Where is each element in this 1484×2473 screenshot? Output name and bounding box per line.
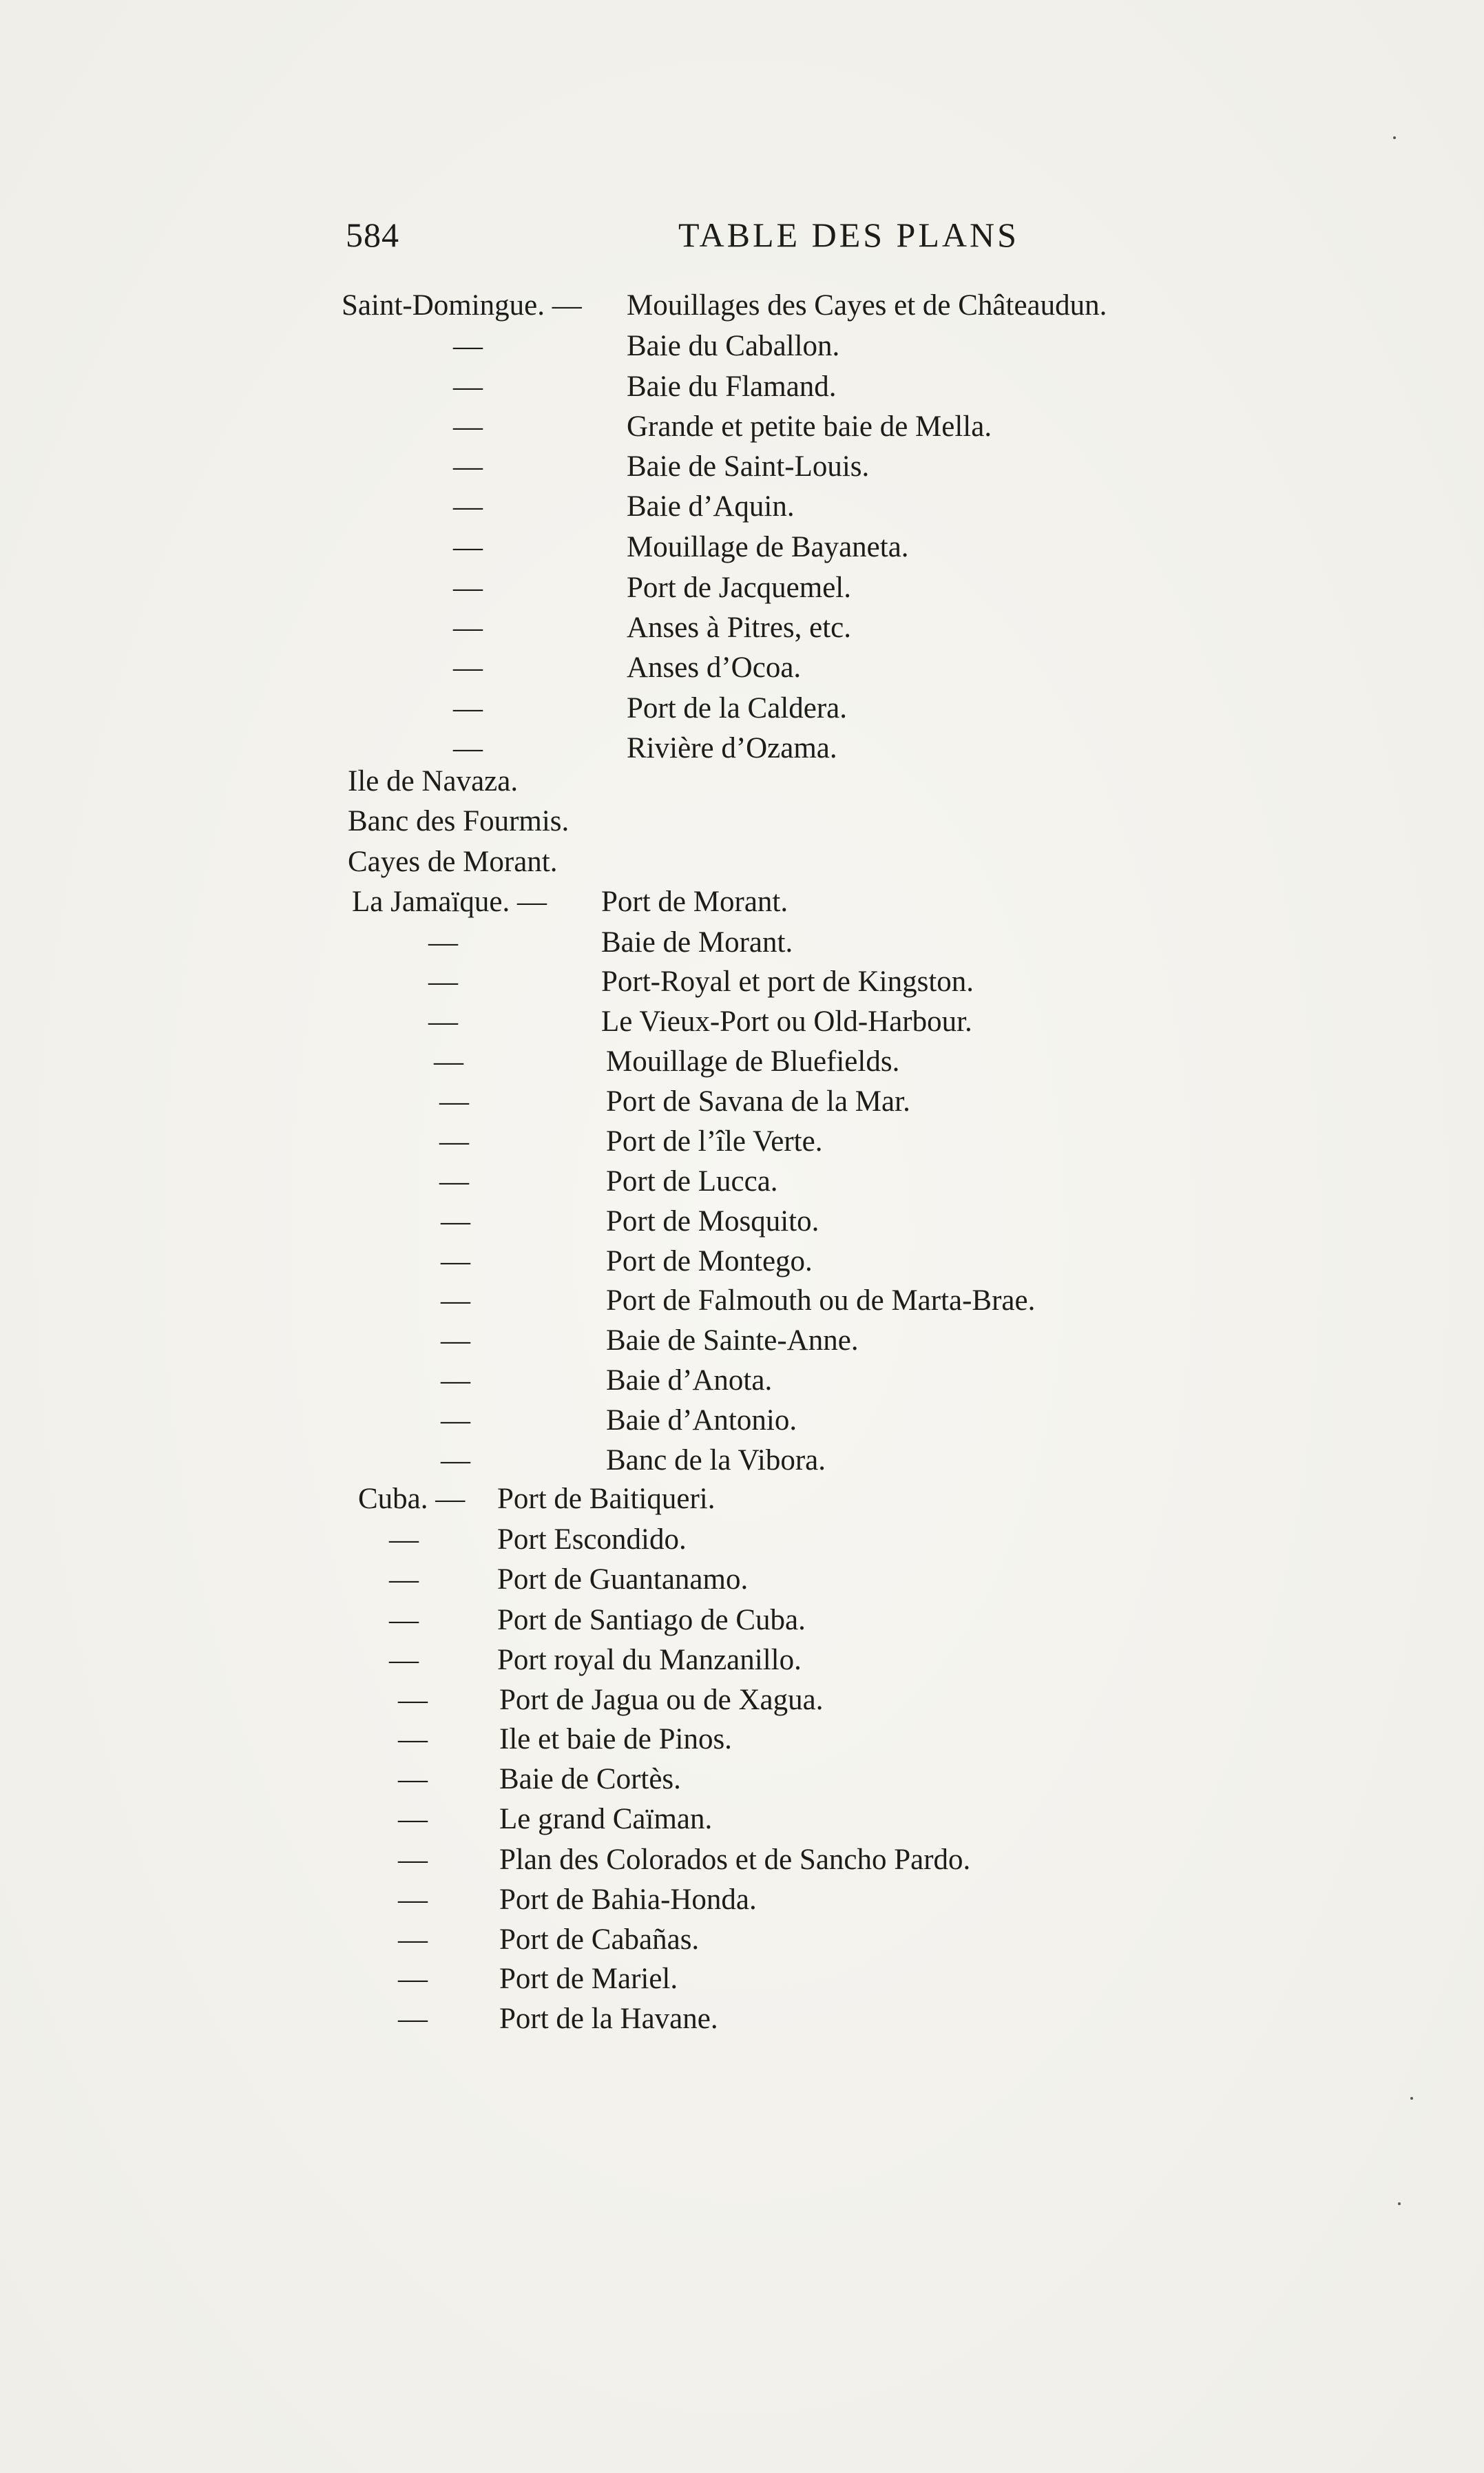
ditto-dash: — — [398, 1803, 428, 1835]
ditto-dash: — — [389, 1563, 419, 1596]
entry-saint-domingue: Port de Jacquemel. — [627, 572, 851, 604]
ditto-dash: — — [389, 1644, 419, 1676]
entry-saint-domingue: Rivière d’Ozama. — [627, 732, 837, 764]
ditto-dash: — — [453, 531, 483, 563]
entry-standalone: Banc des Fourmis. — [348, 805, 569, 837]
entry-cuba: Ile et baie de Pinos. — [499, 1723, 732, 1755]
entry-saint-domingue: Anses à Pitres, etc. — [627, 612, 852, 644]
entry-cuba: Baie de Cortès. — [499, 1763, 681, 1795]
entry-jamaique: Port de Montego. — [606, 1245, 813, 1277]
entry-jamaique: Baie d’Antonio. — [606, 1404, 797, 1437]
ditto-dash: — — [441, 1324, 470, 1357]
section-lead-jamaique: La Jamaïque. — — [352, 886, 547, 918]
entry-cuba: Port de Jagua ou de Xagua. — [499, 1684, 824, 1716]
ditto-dash: — — [428, 966, 458, 998]
ditto-dash: — — [441, 1364, 470, 1397]
ditto-dash: — — [453, 612, 483, 644]
entry-cuba: Port de Santiago de Cuba. — [497, 1604, 806, 1636]
page-number: 584 — [346, 216, 399, 254]
ditto-dash: — — [441, 1444, 470, 1477]
entry-saint-domingue: Anses d’Ocoa. — [627, 651, 802, 684]
ditto-dash: — — [441, 1284, 470, 1317]
entry-jamaique: Port de Lucca. — [606, 1165, 778, 1198]
ditto-dash: — — [453, 572, 483, 604]
entry-cuba: Port de Guantanamo. — [497, 1563, 749, 1596]
entry-saint-domingue: Port de la Caldera. — [627, 692, 848, 724]
entry-jamaique: Baie de Sainte-Anne. — [606, 1324, 859, 1357]
entry-jamaique: Port de Mosquito. — [606, 1205, 819, 1238]
entry-cuba: Port royal du Manzanillo. — [497, 1644, 802, 1676]
entry-cuba: Port de Cabañas. — [499, 1923, 700, 1956]
section-lead-cuba: Cuba. — — [358, 1483, 466, 1515]
ditto-dash: — — [389, 1604, 419, 1636]
ditto-dash: — — [453, 490, 483, 523]
entry-saint-domingue: Baie d’Aquin. — [627, 490, 795, 523]
entry-standalone: Ile de Navaza. — [348, 765, 519, 797]
entry-jamaique: Baie de Morant. — [601, 926, 793, 959]
ditto-dash: — — [453, 651, 483, 684]
entry-jamaique: Port de l’île Verte. — [606, 1125, 823, 1158]
entry-jamaique: Port de Morant. — [601, 886, 788, 918]
section-lead-saint-domingue: Saint-Domingue. — — [342, 289, 582, 322]
ditto-dash: — — [398, 1684, 428, 1716]
ditto-dash: — — [434, 1045, 463, 1078]
entry-cuba: Port de Baitiqueri. — [497, 1483, 715, 1515]
entry-jamaique: Port-Royal et port de Kingston. — [601, 966, 974, 998]
print-speck — [1393, 136, 1396, 139]
entry-jamaique: Port de Falmouth ou de Marta-Brae. — [606, 1284, 1036, 1317]
page-header — [0, 215, 1484, 270]
ditto-dash: — — [398, 1884, 428, 1916]
ditto-dash: — — [398, 1963, 428, 1995]
entry-cuba: Plan des Colorados et de Sancho Pardo. — [499, 1844, 971, 1876]
entry-saint-domingue: Baie du Caballon. — [627, 330, 840, 362]
entry-cuba: Port de Mariel. — [499, 1963, 678, 1995]
entry-cuba: Le grand Caïman. — [499, 1803, 713, 1835]
ditto-dash: — — [441, 1245, 470, 1277]
ditto-dash: — — [439, 1085, 469, 1118]
print-speck — [1398, 2202, 1401, 2205]
entry-standalone: Cayes de Morant. — [348, 846, 558, 878]
entry-saint-domingue: Baie de Saint-Louis. — [627, 450, 870, 483]
entry-saint-domingue: Grande et petite baie de Mella. — [627, 410, 992, 443]
ditto-dash: — — [398, 1923, 428, 1956]
entry-jamaique: Banc de la Vibora. — [606, 1444, 826, 1477]
ditto-dash: — — [439, 1165, 469, 1198]
ditto-dash: — — [441, 1205, 470, 1238]
entry-cuba: Port de la Havane. — [499, 2003, 718, 2035]
ditto-dash: — — [453, 371, 483, 403]
ditto-dash: — — [398, 2003, 428, 2035]
ditto-dash: — — [441, 1404, 470, 1437]
ditto-dash: — — [453, 450, 483, 483]
entry-saint-domingue: Baie du Flamand. — [627, 371, 837, 403]
ditto-dash: — — [398, 1844, 428, 1876]
ditto-dash: — — [453, 330, 483, 362]
ditto-dash: — — [439, 1125, 469, 1158]
entry-saint-domingue: Mouillage de Bayaneta. — [627, 531, 909, 563]
ditto-dash: — — [389, 1523, 419, 1556]
ditto-dash: — — [453, 410, 483, 443]
ditto-dash: — — [428, 1005, 458, 1038]
ditto-dash: — — [398, 1723, 428, 1755]
entry-jamaique: Le Vieux-Port ou Old-Harbour. — [601, 1005, 972, 1038]
ditto-dash: — — [453, 692, 483, 724]
print-speck — [1410, 2097, 1413, 2100]
entry-cuba: Port Escondido. — [497, 1523, 687, 1556]
entry-jamaique: Port de Savana de la Mar. — [606, 1085, 910, 1118]
running-head: TABLE DES PLANS — [678, 216, 1019, 254]
entry-jamaique: Mouillage de Bluefields. — [606, 1045, 900, 1078]
entry-jamaique: Baie d’Anota. — [606, 1364, 773, 1397]
entry-cuba: Port de Bahia-Honda. — [499, 1884, 757, 1916]
entry-saint-domingue: Mouillages des Cayes et de Châteaudun. — [627, 289, 1107, 322]
ditto-dash: — — [428, 926, 458, 959]
ditto-dash: — — [398, 1763, 428, 1795]
ditto-dash: — — [453, 732, 483, 764]
